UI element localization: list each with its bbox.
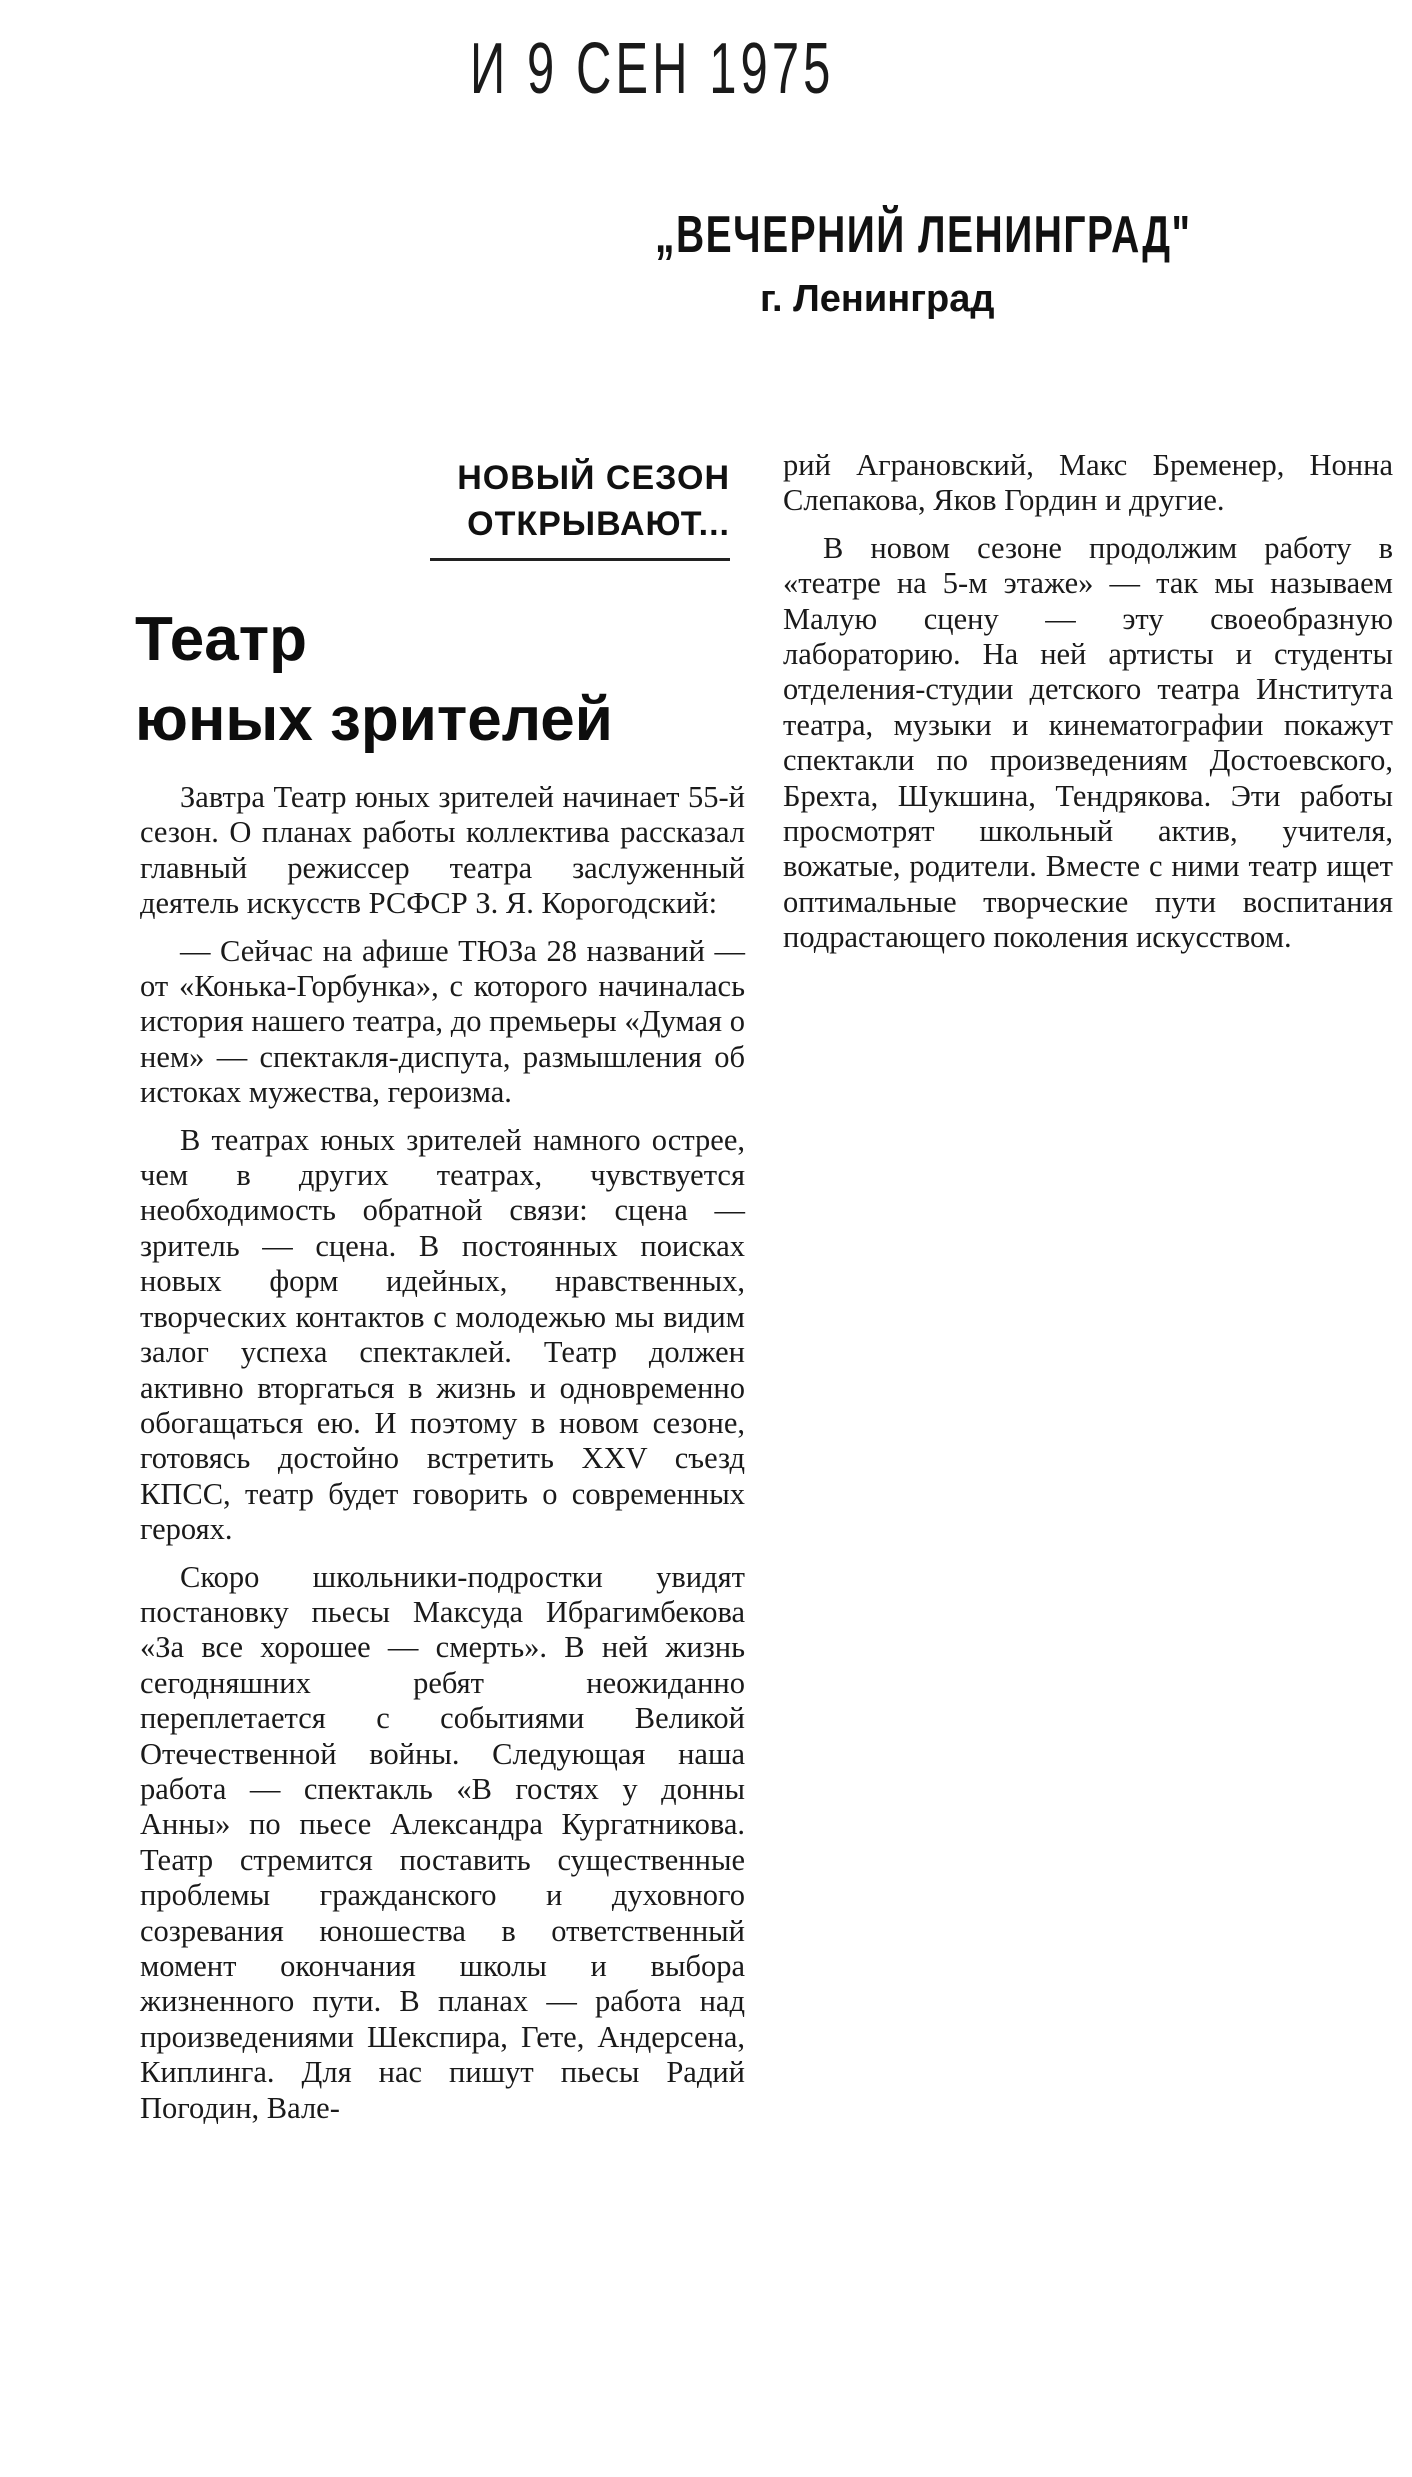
article-paragraph: Скоро школьники-подростки увидят постановку пьесы Максуда Ибрагимбекова «За все хорошее — смерть». В ней жизнь сегодняшних ребят неожиданно переплетается с событиями Великой Отечественной войны. Следующая наша работа — спектакль «В гостях у донны Анны» по пьесе Александра Кургатникова. Театр стремится поставить существенные проблемы гражданского и духовного созревания юношества в ответственный момент окончания школы и выбора жизненного пути. В планах — работа над произведениями Шекспира, Гете, Андерсена, Киплинга. Для нас пишут пьесы Радий Погодин, Вале-	[140, 1559, 745, 2125]
date-stamp: И 9 СЕН 1975	[470, 29, 835, 109]
rubric-line: НОВЫЙ СЕЗОН	[457, 459, 730, 497]
article-rubric	[400, 455, 730, 547]
article-paragraph: В новом сезоне продолжим работу в «театре на 5-м этаже» — так мы называем Малую сцену — эту своеобразную лабораторию. На ней артисты и студенты отделения-студии детского театра Института театра, музыки и кинематографии покажут спектакли по произведениям Достоевского, Брехта, Шукшина, Тендрякова. Эти работы просмотрят школьный актив, учителя, вожатые, родители. Вместе с ними театр ищет оптимальные творческие пути воспитания подрастающего поколения искусством.	[783, 530, 1393, 955]
article-paragraph: В театрах юных зрителей намного острее, чем в других театрах, чувствуется необходимость обратной связи: сцена — зритель — сцена. В постоянных поисках новых форм идейных, нравственных, творческих контактов с молодежью мы видим залог успеха спектаклей. Театр должен активно вторгаться в жизнь и одновременно обогащаться ею. И поэтому в новом сезоне, готовясь достойно встретить XXV съезд КПСС, театр будет говорить о современных героях.	[140, 1122, 745, 1547]
article-paragraph: рий Аграновский, Макс Бременер, Нонна Слепакова, Яков Гордин и другие.	[783, 448, 1393, 518]
article-left-column	[140, 780, 745, 2126]
newspaper-name: „ВЕЧЕРНИЙ ЛЕНИНГРАД"	[655, 206, 1192, 264]
newspaper-city: г. Ленинград	[760, 278, 995, 320]
rubric-line: ОТКРЫВАЮТ...	[467, 505, 730, 543]
article-paragraph: Завтра Театр юных зрителей начинает 55-й сезон. О планах работы коллектива рассказал главный режиссер театра заслуженный деятель искусств РСФСР З. Я. Корогодский:	[140, 780, 745, 921]
article-right-column	[783, 448, 1393, 956]
headline-line: юных зрителей	[135, 685, 613, 754]
headline-line: Театр	[135, 605, 307, 674]
rubric-divider	[430, 558, 730, 561]
article-headline	[135, 600, 735, 760]
article-paragraph: — Сейчас на афише ТЮЗа 28 названий — от «Конька-Горбунка», с которого начиналась история нашего театра, до премьеры «Думая о нем» — спектакля-диспута, размышления об истоках мужества, героизма.	[140, 933, 745, 1110]
